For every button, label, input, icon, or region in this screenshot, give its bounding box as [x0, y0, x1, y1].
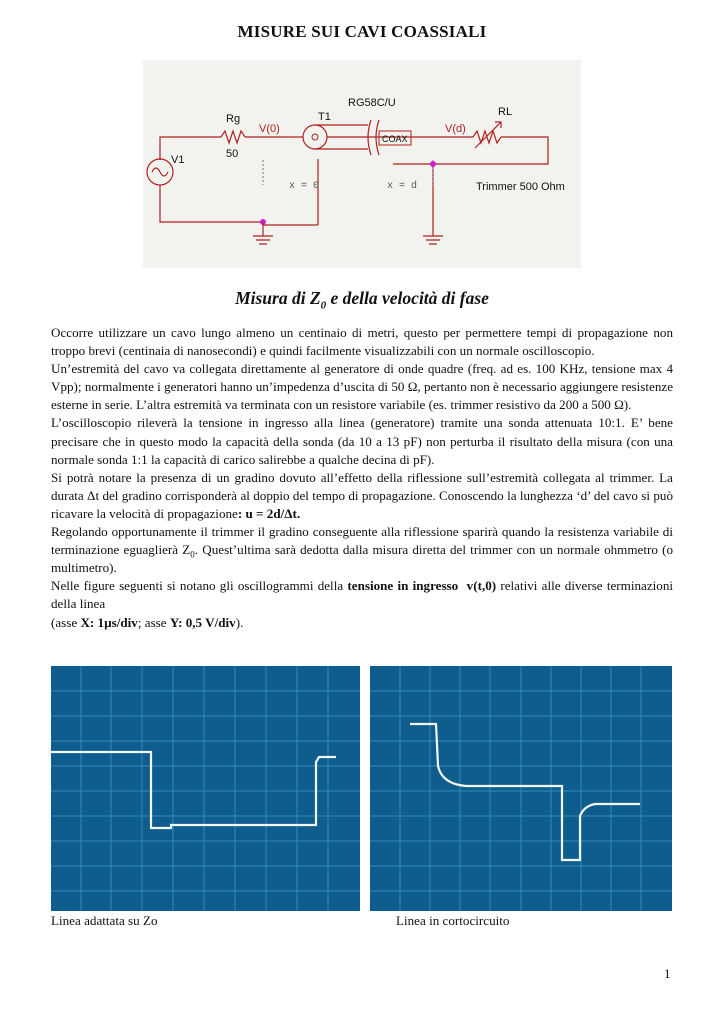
page-number: 1 — [664, 966, 671, 981]
paragraph: (asse X: 1µs/div; asse Y: 0,5 V/div). — [51, 614, 244, 630]
v0-label: V(0) — [259, 123, 280, 135]
paragraph: L’oscilloscopio rileverà la tensione in ingresso alla linea (generatore) tramite una sonda attenuata 10:1. E’ bene precisare che in questo modo la capacità della sonda (da 10 a 13 pF) non perturba il risultato della misura (con una normale sonda 1:1 la capacità di carico salirebbe a qualche decina di pF). — [51, 415, 673, 467]
rl-label: RL — [498, 106, 513, 118]
oscillogram-shorted-line — [370, 666, 672, 911]
coax-label: COAX — [382, 134, 408, 144]
xd-label: x = d — [387, 181, 418, 192]
section-subtitle: Misura di $Z_0$ e della velocità di fase — [235, 288, 489, 312]
paragraph: Nelle figure seguenti si notano gli oscillogrammi della tensione in ingresso v(t,0) relativi alle diverse terminazioni della linea — [51, 578, 674, 612]
caption-left: Linea adattata su Zo — [51, 913, 158, 928]
oscillogram-matched-line — [51, 666, 360, 911]
paragraph: Si potrà notare la presenza di un gradino dovuto all’effetto della riflessione sull’estremità collegata al trimmer. La durata Δt del gradino corrisponderà al doppio del tempo di propagazione. Conoscendo la lunghezza ‘d’ del cavo si può ricavare la velocità di propagazione: u = 2d/Δt. — [51, 469, 673, 521]
cable-label: RG58C/U — [348, 97, 396, 109]
vd-label: V(d) — [445, 123, 466, 135]
caption-right: Linea in cortocircuito — [396, 913, 510, 928]
page-title: MISURE SUI CAVI COASSIALI — [237, 22, 487, 41]
rg-label: Rg — [226, 113, 241, 125]
x0-label: x = 0 — [289, 181, 320, 192]
coax-circuit-diagram — [143, 60, 581, 268]
v1-label: V1 — [171, 154, 185, 166]
junction-dot — [430, 161, 436, 167]
t1-label: T1 — [318, 111, 331, 123]
trimmer-label: Trimmer 500 Ohm — [476, 181, 565, 193]
body-text — [51, 324, 673, 632]
paragraph: Regolando opportunamente il trimmer il gradino conseguente alla riflessione sparirà quando la resistenza variabile di terminazione eguaglierà $Z_0$. Quest’ultima sarà dedotta dalla misura diretta del trimmer con un normale ohmmetro (o multimetro). — [51, 524, 673, 576]
paragraph: Un’estremità del cavo va collegata direttamente al generatore di onde quadre (freq. ad es. 100 KHz, tensione max 4 Vpp); normalmente i generatori hanno un’impedenza d’uscita di 50 Ω, pertanto non è necessario aggiungere resistenze esterne in serie. L’altra estremità va terminata con un resistore variabile (es. trimmer resistivo da 200 a 500 Ω). — [51, 361, 674, 413]
rg-value: 50 — [226, 148, 239, 160]
paragraph: Occorre utilizzare un cavo lungo almeno un centinaio di metri, questo per permettere tempi di propagazione non troppo brevi (centinaia di nanosecondi) e quindi facilmente visualizzabili con un normale oscilloscopio. — [51, 325, 673, 359]
